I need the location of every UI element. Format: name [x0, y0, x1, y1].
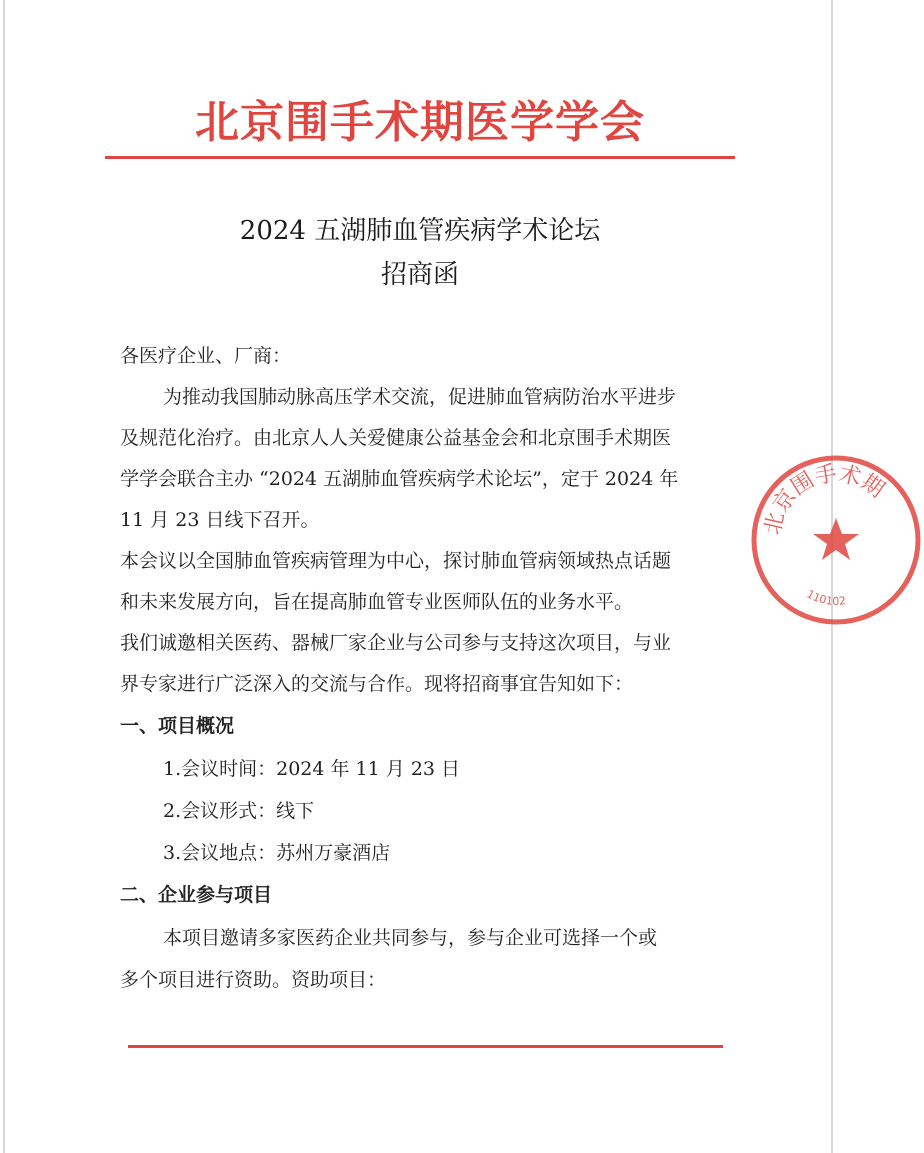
paragraph-line: 11 月 23 日线下召开。 [120, 509, 320, 531]
paragraph-line: 和未来发展方向，旨在提高肺血管专业医师队伍的业务水平。 [120, 591, 634, 613]
organization-name: 北京围手术期医学学会 [195, 97, 645, 148]
paragraph-line: 我们诚邀相关医药、器械厂家企业与公司参与支持这次项目，与业 [120, 632, 672, 654]
section-heading: 一、项目概况 [120, 715, 235, 737]
seal-text: 北京围手术期 [760, 461, 889, 537]
scan-edge-left [3, 0, 5, 1153]
paragraph-line: 本会议以全国肺血管疾病管理为中心，探讨肺血管病领域热点话题 [120, 550, 672, 572]
paragraph-line: 及规范化治疗。由北京人人关爱健康公益基金会和北京围手术期医 [120, 427, 672, 449]
seal-number: 110102 [804, 587, 847, 608]
paragraph-line: 为推动我国肺动脉高压学术交流，促进肺血管病防治水平进步 [163, 386, 677, 408]
footer-red-rule [128, 1045, 723, 1048]
list-item: 3.会议地点：苏州万豪酒店 [163, 842, 391, 864]
list-item: 2.会议形式：线下 [163, 800, 315, 822]
header-red-rule [105, 156, 735, 159]
list-item: 1.会议时间：2024 年 11 月 23 日 [163, 758, 461, 780]
section-heading: 二、企业参与项目 [120, 884, 273, 906]
document-subtitle: 招商函 [380, 260, 459, 290]
document-title: 2024 五湖肺血管疾病学术论坛 [239, 216, 601, 246]
paragraph-line: 多个项目进行资助。资助项目： [120, 969, 387, 991]
official-seal [748, 452, 924, 628]
paragraph-line: 界专家进行广泛深入的交流与合作。现将招商事宜告知如下： [120, 673, 634, 695]
paragraph-line: 学学会联合主办 “2024 五湖肺血管疾病学术论坛”，定于 2024 年 [120, 468, 679, 490]
salutation: 各医疗企业、厂商： [120, 345, 292, 367]
star-icon [813, 518, 859, 560]
paragraph-line: 本项目邀请多家医药企业共同参与，参与企业可选择一个或 [163, 927, 658, 949]
